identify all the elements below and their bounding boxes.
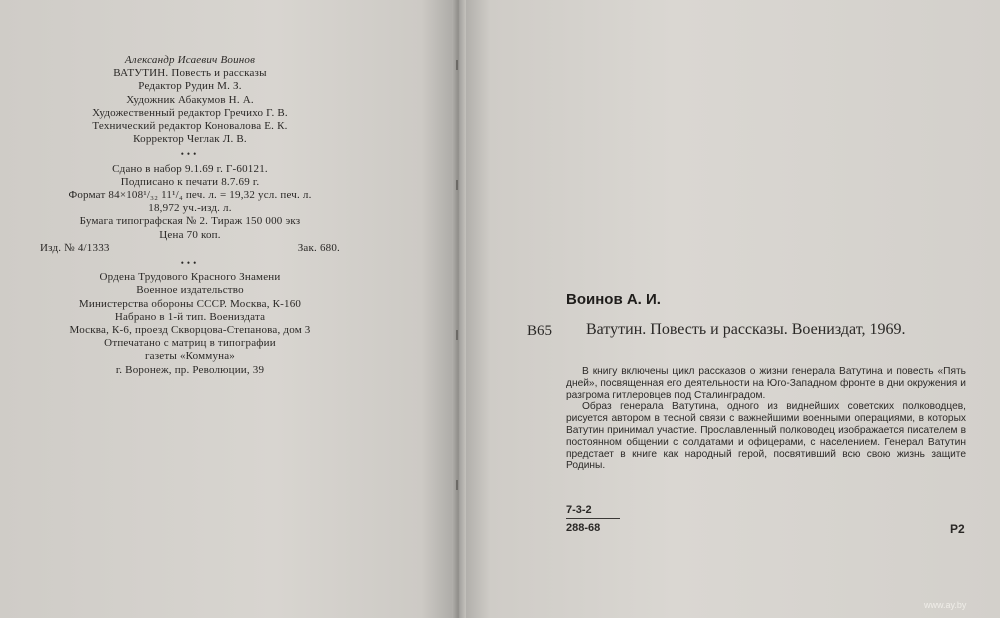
annotation-paragraph: В книгу включены цикл рассказов о жизни генерала Ватутина и повесть «Пять дней», посвященная его деятельности на Юго-Западном фронте в дни окружения и разгрома гитлеровцев под Сталинградом. — [566, 366, 966, 401]
tech-editor-line: Технический редактор Коновалова Е. К. — [92, 120, 288, 133]
stitch-mark — [456, 60, 458, 70]
publisher-line: г. Воронеж, пр. Революции, 39 — [115, 363, 265, 376]
catalog-author: Воинов А. И. — [566, 291, 661, 308]
publisher-line: Ордена Трудового Красного Знамени — [99, 271, 281, 284]
watermark: www.ay.by — [924, 600, 967, 610]
classification-code-right: Р2 — [950, 522, 965, 536]
stitch-mark — [456, 480, 458, 490]
separator: ••• — [180, 258, 200, 269]
print-info-line: Сдано в набор 9.1.69 г. Г-60121. — [112, 162, 268, 175]
print-info-line: Формат 84×108¹/₃₂ 11¹/₄ печ. л. = 19,32 усл. печ. л. — [68, 189, 312, 202]
separator: ••• — [180, 149, 200, 160]
publisher-line: газеты «Коммуна» — [144, 350, 236, 363]
proofreader-line: Корректор Чеглак Л. В. — [133, 133, 247, 146]
publisher-line: Москва, К-6, проезд Скворцова-Степанова, дом 3 — [69, 324, 311, 337]
book-spine — [452, 0, 466, 618]
art-editor-line: Художественный редактор Гречихо Г. В. — [92, 106, 288, 119]
editor-line: Редактор Рудин М. З. — [138, 80, 242, 93]
order-number: Зак. 680. — [297, 241, 340, 254]
publisher-line: Отпечатано с матриц в типографии — [104, 337, 276, 350]
stitch-mark — [456, 330, 458, 340]
print-info-line: Подписано к печати 8.7.69 г. — [120, 175, 260, 188]
author-full-name: Александр Исаевич Воинов — [124, 54, 256, 66]
publisher-line: Военное издательство — [136, 284, 244, 297]
izd-number: Изд. № 4/1333 — [40, 241, 110, 254]
print-info-line: Бумага типографская № 2. Тираж 150 000 экз — [79, 215, 301, 228]
artist-line: Художник Абакумов Н. А. — [126, 93, 254, 106]
annotation — [566, 366, 966, 472]
publisher-line: Министерства обороны СССР. Москва, К-160 — [78, 297, 302, 310]
catalog-title: Ватутин. Повесть и рассказы. Воениздат, 1969. — [586, 321, 906, 338]
print-info-line: 18,972 уч.-изд. л. — [148, 202, 232, 215]
stitch-mark — [456, 180, 458, 190]
divider-line — [566, 518, 620, 519]
bbk-code: В65 — [527, 323, 553, 339]
right-page — [458, 0, 1000, 618]
classification-code-top: 7-3-2 — [566, 504, 592, 516]
publisher-line: Набрано в 1-й тип. Воениздата — [114, 310, 266, 323]
annotation-paragraph: Образ генерала Ватутина, одного из виднейших советских полководцев, рисуется автором в тесной связи с важнейшими военными операциями, в которых Ватутин принимал участие. Прославленный полководец изображается писателем в постоянном общении с солдатами и офицерами, с населением. Генерал Ватутин предстает в книге как народный герой, посвятивший всю свою жизнь защите Родины. — [566, 401, 966, 472]
book-title-line: ВАТУТИН. Повесть и рассказы — [113, 67, 267, 80]
price-line: Цена 70 коп. — [159, 228, 221, 241]
classification-code-bottom: 288-68 — [566, 522, 601, 534]
imprint-block — [40, 54, 340, 377]
order-row — [40, 242, 340, 255]
